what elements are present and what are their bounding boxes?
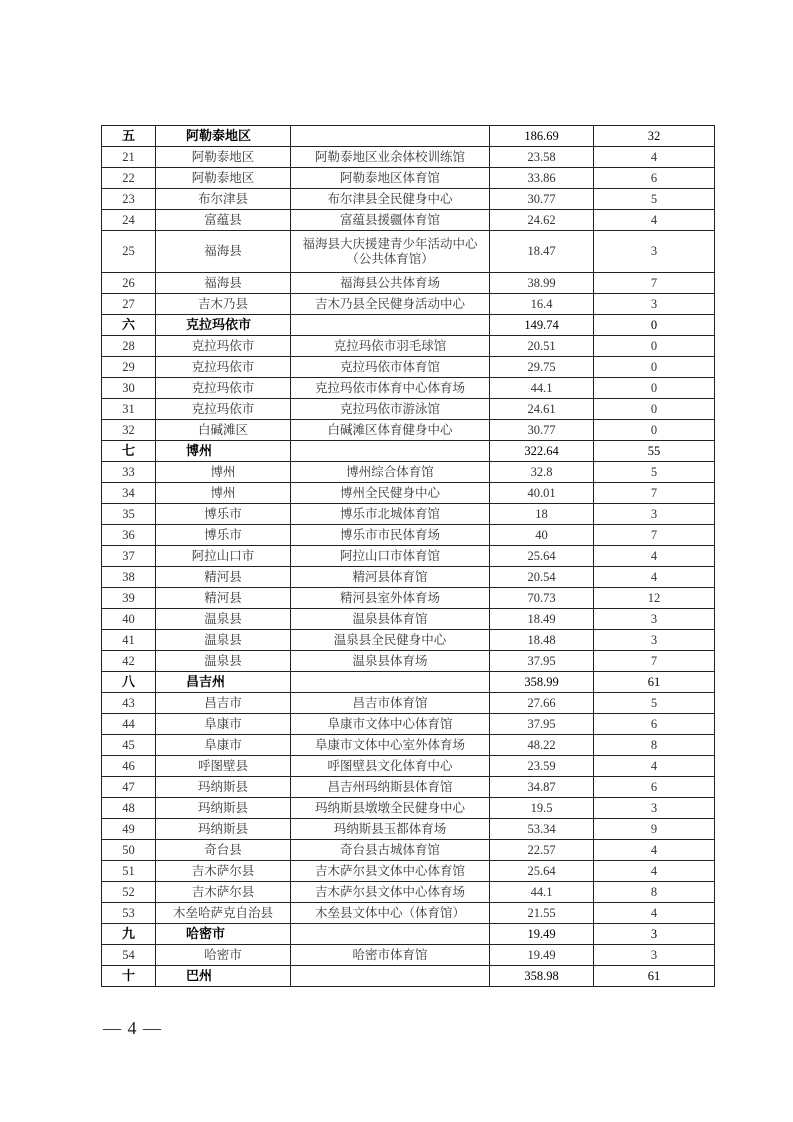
count-cell: 12 xyxy=(594,588,715,609)
row-index: 40 xyxy=(102,609,156,630)
region-cell: 精河县 xyxy=(156,588,291,609)
count-cell: 3 xyxy=(594,924,715,945)
table-row xyxy=(102,735,715,756)
count-cell: 6 xyxy=(594,714,715,735)
area-cell: 186.69 xyxy=(490,126,594,147)
region-cell: 温泉县 xyxy=(156,609,291,630)
count-cell: 0 xyxy=(594,420,715,441)
row-index: 50 xyxy=(102,840,156,861)
region-cell: 福海县 xyxy=(156,273,291,294)
row-index: 25 xyxy=(102,231,156,273)
area-cell: 23.58 xyxy=(490,147,594,168)
row-index: 54 xyxy=(102,945,156,966)
table-row xyxy=(102,336,715,357)
count-cell: 7 xyxy=(594,651,715,672)
venue-name-cell: 博乐市市民体育场 xyxy=(291,525,490,546)
region-cell: 布尔津县 xyxy=(156,189,291,210)
area-cell: 34.87 xyxy=(490,777,594,798)
venue-name-cell: 哈密市体育馆 xyxy=(291,945,490,966)
table-row xyxy=(102,882,715,903)
area-cell: 322.64 xyxy=(490,441,594,462)
table-row xyxy=(102,945,715,966)
region-cell: 阿勒泰地区 xyxy=(156,126,291,147)
row-index: 42 xyxy=(102,651,156,672)
count-cell: 3 xyxy=(594,609,715,630)
table-row xyxy=(102,168,715,189)
count-cell: 7 xyxy=(594,483,715,504)
count-cell: 3 xyxy=(594,945,715,966)
area-cell: 21.55 xyxy=(490,903,594,924)
region-cell: 玛纳斯县 xyxy=(156,777,291,798)
row-index: 51 xyxy=(102,861,156,882)
area-cell: 25.64 xyxy=(490,546,594,567)
row-index: 36 xyxy=(102,525,156,546)
row-index: 六 xyxy=(102,315,156,336)
count-cell: 7 xyxy=(594,525,715,546)
venue-name-cell: 奇台县古城体育馆 xyxy=(291,840,490,861)
area-cell: 24.62 xyxy=(490,210,594,231)
table-group-row xyxy=(102,315,715,336)
count-cell: 0 xyxy=(594,336,715,357)
row-index: 24 xyxy=(102,210,156,231)
row-index: 十 xyxy=(102,966,156,987)
region-cell: 温泉县 xyxy=(156,651,291,672)
count-cell: 4 xyxy=(594,567,715,588)
venue-name-cell: 福海县公共体育场 xyxy=(291,273,490,294)
area-cell: 358.99 xyxy=(490,672,594,693)
row-index: 28 xyxy=(102,336,156,357)
count-cell: 4 xyxy=(594,861,715,882)
row-index: 32 xyxy=(102,420,156,441)
table-group-row xyxy=(102,126,715,147)
row-index: 53 xyxy=(102,903,156,924)
table-row xyxy=(102,714,715,735)
region-cell: 克拉玛依市 xyxy=(156,336,291,357)
area-cell: 19.49 xyxy=(490,924,594,945)
venue-name-cell: 呼图壁县文化体育中心 xyxy=(291,756,490,777)
row-index: 47 xyxy=(102,777,156,798)
count-cell: 32 xyxy=(594,126,715,147)
row-index: 八 xyxy=(102,672,156,693)
count-cell: 5 xyxy=(594,189,715,210)
region-cell: 玛纳斯县 xyxy=(156,819,291,840)
area-cell: 38.99 xyxy=(490,273,594,294)
table-row xyxy=(102,651,715,672)
region-cell: 克拉玛依市 xyxy=(156,378,291,399)
count-cell: 5 xyxy=(594,693,715,714)
region-cell: 精河县 xyxy=(156,567,291,588)
table-row xyxy=(102,546,715,567)
region-cell: 玛纳斯县 xyxy=(156,798,291,819)
row-index: 30 xyxy=(102,378,156,399)
region-cell: 博乐市 xyxy=(156,504,291,525)
region-cell: 阜康市 xyxy=(156,714,291,735)
area-cell: 16.4 xyxy=(490,294,594,315)
venue-name-cell: 阿勒泰地区体育馆 xyxy=(291,168,490,189)
venue-name-cell xyxy=(291,672,490,693)
area-cell: 18.47 xyxy=(490,231,594,273)
region-cell: 克拉玛依市 xyxy=(156,399,291,420)
region-cell: 昌吉州 xyxy=(156,672,291,693)
count-cell: 3 xyxy=(594,231,715,273)
region-cell: 吉木萨尔县 xyxy=(156,882,291,903)
table-row xyxy=(102,147,715,168)
count-cell: 3 xyxy=(594,294,715,315)
venue-name-cell: 昌吉州玛纳斯县体育馆 xyxy=(291,777,490,798)
row-index: 九 xyxy=(102,924,156,945)
row-index: 27 xyxy=(102,294,156,315)
region-cell: 阿勒泰地区 xyxy=(156,168,291,189)
count-cell: 4 xyxy=(594,210,715,231)
venue-name-cell: 玛纳斯县墩墩全民健身中心 xyxy=(291,798,490,819)
region-cell: 哈密市 xyxy=(156,924,291,945)
region-cell: 木垒哈萨克自治县 xyxy=(156,903,291,924)
area-cell: 70.73 xyxy=(490,588,594,609)
table-row xyxy=(102,294,715,315)
table-row xyxy=(102,630,715,651)
table-group-row xyxy=(102,924,715,945)
row-index: 33 xyxy=(102,462,156,483)
area-cell: 32.8 xyxy=(490,462,594,483)
row-index: 34 xyxy=(102,483,156,504)
venue-name-cell: 福海县大庆援建青少年活动中心（公共体育馆） xyxy=(291,231,490,273)
venue-name-cell: 富蕴县援疆体育馆 xyxy=(291,210,490,231)
region-cell: 福海县 xyxy=(156,231,291,273)
area-cell: 25.64 xyxy=(490,861,594,882)
count-cell: 61 xyxy=(594,966,715,987)
table-group-row xyxy=(102,672,715,693)
region-cell: 阿勒泰地区 xyxy=(156,147,291,168)
count-cell: 9 xyxy=(594,819,715,840)
count-cell: 0 xyxy=(594,399,715,420)
count-cell: 4 xyxy=(594,546,715,567)
count-cell: 55 xyxy=(594,441,715,462)
region-cell: 哈密市 xyxy=(156,945,291,966)
count-cell: 4 xyxy=(594,840,715,861)
area-cell: 44.1 xyxy=(490,882,594,903)
area-cell: 30.77 xyxy=(490,420,594,441)
count-cell: 6 xyxy=(594,168,715,189)
row-index: 46 xyxy=(102,756,156,777)
area-cell: 19.5 xyxy=(490,798,594,819)
count-cell: 0 xyxy=(594,315,715,336)
count-cell: 0 xyxy=(594,378,715,399)
region-cell: 克拉玛依市 xyxy=(156,315,291,336)
row-index: 21 xyxy=(102,147,156,168)
venue-name-cell: 昌吉市体育馆 xyxy=(291,693,490,714)
table-group-row xyxy=(102,966,715,987)
venue-name-cell: 温泉县全民健身中心 xyxy=(291,630,490,651)
row-index: 39 xyxy=(102,588,156,609)
area-cell: 18.48 xyxy=(490,630,594,651)
region-cell: 温泉县 xyxy=(156,630,291,651)
row-index: 48 xyxy=(102,798,156,819)
area-cell: 22.57 xyxy=(490,840,594,861)
row-index: 52 xyxy=(102,882,156,903)
count-cell: 3 xyxy=(594,798,715,819)
venue-name-cell xyxy=(291,924,490,945)
venue-name-cell: 布尔津县全民健身中心 xyxy=(291,189,490,210)
row-index: 44 xyxy=(102,714,156,735)
row-index: 29 xyxy=(102,357,156,378)
page-number: — 4 — xyxy=(103,1018,162,1038)
area-cell: 19.49 xyxy=(490,945,594,966)
venue-name-cell: 阿勒泰地区业余体校训练馆 xyxy=(291,147,490,168)
row-index: 七 xyxy=(102,441,156,462)
row-index: 五 xyxy=(102,126,156,147)
table-row xyxy=(102,189,715,210)
table-row xyxy=(102,777,715,798)
area-cell: 30.77 xyxy=(490,189,594,210)
table-row xyxy=(102,693,715,714)
row-index: 23 xyxy=(102,189,156,210)
area-cell: 37.95 xyxy=(490,714,594,735)
venue-name-cell: 博州综合体育馆 xyxy=(291,462,490,483)
row-index: 41 xyxy=(102,630,156,651)
table-row xyxy=(102,861,715,882)
area-cell: 20.51 xyxy=(490,336,594,357)
table-row xyxy=(102,420,715,441)
area-cell: 33.86 xyxy=(490,168,594,189)
table-row xyxy=(102,504,715,525)
venue-name-cell: 精河县体育馆 xyxy=(291,567,490,588)
row-index: 43 xyxy=(102,693,156,714)
table-row xyxy=(102,399,715,420)
area-cell: 23.59 xyxy=(490,756,594,777)
table-row xyxy=(102,609,715,630)
venue-name-cell xyxy=(291,126,490,147)
area-cell: 40 xyxy=(490,525,594,546)
region-cell: 吉木萨尔县 xyxy=(156,861,291,882)
region-cell: 昌吉市 xyxy=(156,693,291,714)
count-cell: 61 xyxy=(594,672,715,693)
table-row xyxy=(102,210,715,231)
area-cell: 44.1 xyxy=(490,378,594,399)
area-cell: 18.49 xyxy=(490,609,594,630)
venue-name-cell: 温泉县体育场 xyxy=(291,651,490,672)
region-cell: 奇台县 xyxy=(156,840,291,861)
count-cell: 4 xyxy=(594,756,715,777)
area-cell: 18 xyxy=(490,504,594,525)
row-index: 35 xyxy=(102,504,156,525)
area-cell: 53.34 xyxy=(490,819,594,840)
region-cell: 呼图壁县 xyxy=(156,756,291,777)
venue-name-cell: 精河县室外体育场 xyxy=(291,588,490,609)
venue-name-cell xyxy=(291,966,490,987)
venue-name-cell: 克拉玛依市羽毛球馆 xyxy=(291,336,490,357)
region-cell: 克拉玛依市 xyxy=(156,357,291,378)
area-cell: 37.95 xyxy=(490,651,594,672)
venue-name-cell: 白碱滩区体育健身中心 xyxy=(291,420,490,441)
venue-name-cell: 吉木萨尔县文体中心体育馆 xyxy=(291,861,490,882)
table-row xyxy=(102,231,715,273)
count-cell: 4 xyxy=(594,147,715,168)
table-row xyxy=(102,819,715,840)
venue-name-cell xyxy=(291,441,490,462)
region-cell: 博乐市 xyxy=(156,525,291,546)
table-row xyxy=(102,903,715,924)
table-row xyxy=(102,357,715,378)
table-row xyxy=(102,756,715,777)
region-cell: 博州 xyxy=(156,483,291,504)
area-cell: 149.74 xyxy=(490,315,594,336)
venue-name-cell xyxy=(291,315,490,336)
count-cell: 3 xyxy=(594,630,715,651)
table-row xyxy=(102,525,715,546)
table-row xyxy=(102,588,715,609)
table-row xyxy=(102,378,715,399)
table-body xyxy=(102,126,715,987)
area-cell: 48.22 xyxy=(490,735,594,756)
table-group-row xyxy=(102,441,715,462)
venue-table xyxy=(101,125,715,987)
area-cell: 20.54 xyxy=(490,567,594,588)
count-cell: 7 xyxy=(594,273,715,294)
venue-name-cell: 阜康市文体中心体育馆 xyxy=(291,714,490,735)
region-cell: 富蕴县 xyxy=(156,210,291,231)
row-index: 26 xyxy=(102,273,156,294)
venue-name-cell: 吉木萨尔县文体中心体育场 xyxy=(291,882,490,903)
row-index: 22 xyxy=(102,168,156,189)
region-cell: 吉木乃县 xyxy=(156,294,291,315)
area-cell: 27.66 xyxy=(490,693,594,714)
table-row xyxy=(102,483,715,504)
table-row xyxy=(102,462,715,483)
venue-name-cell: 木垒县文体中心（体育馆） xyxy=(291,903,490,924)
venue-name-cell: 博乐市北城体育馆 xyxy=(291,504,490,525)
area-cell: 358.98 xyxy=(490,966,594,987)
row-index: 37 xyxy=(102,546,156,567)
area-cell: 24.61 xyxy=(490,399,594,420)
row-index: 38 xyxy=(102,567,156,588)
area-cell: 29.75 xyxy=(490,357,594,378)
table-row xyxy=(102,273,715,294)
region-cell: 巴州 xyxy=(156,966,291,987)
region-cell: 阜康市 xyxy=(156,735,291,756)
venue-name-cell: 克拉玛依市体育中心体育场 xyxy=(291,378,490,399)
count-cell: 6 xyxy=(594,777,715,798)
region-cell: 博州 xyxy=(156,462,291,483)
venue-name-cell: 吉木乃县全民健身活动中心 xyxy=(291,294,490,315)
row-index: 45 xyxy=(102,735,156,756)
table-row xyxy=(102,567,715,588)
count-cell: 4 xyxy=(594,903,715,924)
row-index: 31 xyxy=(102,399,156,420)
count-cell: 8 xyxy=(594,735,715,756)
count-cell: 8 xyxy=(594,882,715,903)
venue-name-cell: 阿拉山口市体育馆 xyxy=(291,546,490,567)
table-row xyxy=(102,798,715,819)
count-cell: 0 xyxy=(594,357,715,378)
venue-name-cell: 阜康市文体中心室外体育场 xyxy=(291,735,490,756)
count-cell: 5 xyxy=(594,462,715,483)
venue-name-cell: 克拉玛依市游泳馆 xyxy=(291,399,490,420)
venue-name-cell: 博州全民健身中心 xyxy=(291,483,490,504)
venue-name-cell: 克拉玛依市体育馆 xyxy=(291,357,490,378)
count-cell: 3 xyxy=(594,504,715,525)
area-cell: 40.01 xyxy=(490,483,594,504)
table-row xyxy=(102,840,715,861)
region-cell: 白碱滩区 xyxy=(156,420,291,441)
region-cell: 阿拉山口市 xyxy=(156,546,291,567)
region-cell: 博州 xyxy=(156,441,291,462)
row-index: 49 xyxy=(102,819,156,840)
venue-name-cell: 玛纳斯县玉都体育场 xyxy=(291,819,490,840)
venue-name-cell: 温泉县体育馆 xyxy=(291,609,490,630)
